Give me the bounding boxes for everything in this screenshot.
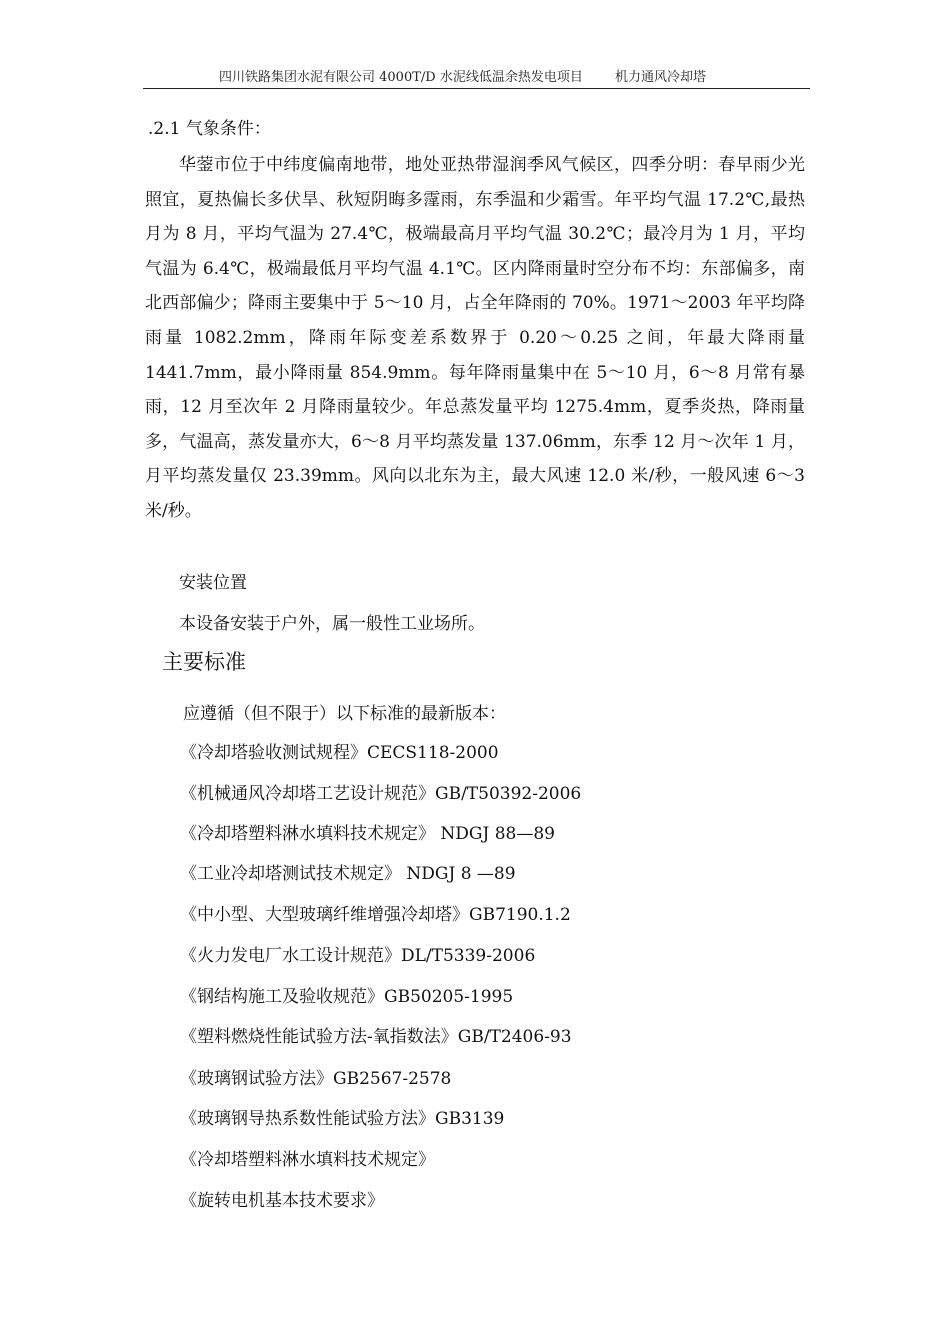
standard-item: 《塑料燃烧性能试验方法-氧指数法》GB/T2406-93 xyxy=(180,1027,572,1047)
standard-item: 《冷却塔塑料淋水填料技术规定》 NDGJ 88—89 xyxy=(180,824,555,844)
standard-item: 《玻璃钢导热系数性能试验方法》GB3139 xyxy=(180,1109,505,1129)
standard-item: 《中小型、大型玻璃纤维增强冷却塔》GB7190.1.2 xyxy=(180,905,571,925)
climate-paragraph: 华蓥市位于中纬度偏南地带，地处亚热带湿润季风气候区，四季分明：春早雨少光照宜，夏热偏长多伏旱、秋短阴晦多霪雨，东季温和少霜雪。年平均气温 17.2℃,最热月为 8 月，平均气温为 27.4℃，极端最高月平均气温 30.2℃；最冷月为 1 月，平均气温为 6.4℃，极端最低月平均气温 4.1℃。区内降雨量时空分布不均：东部偏多，南北西部偏少；降雨主要集中于 5～10 月，占全年降雨的 70%。1971～2003 年平均降雨量 1082.2mm，降雨年际变差系数界于 0.20～0.25 之间，年最大降雨量 1441.7mm，最小降雨量 854.9mm。每年降雨量集中在 5～10 月，6～8 月常有暴雨，12 月至次年 2 月降雨量较少。年总蒸发量平均 1275.4mm，夏季炎热，降雨量多，气温高，蒸发量亦大，6～8 月平均蒸发量 137.06mm，东季 12 月～次年 1 月，月平均蒸发量仅 23.39mm。风向以北东为主，最大风速 12.0 米/秒，一般风速 6～3 米/秒。 xyxy=(145,155,805,521)
install-location-label: 安装位置 xyxy=(179,573,247,593)
standard-item: 《冷却塔塑料淋水填料技术规定》 xyxy=(180,1150,435,1170)
header-document-title: 机力通风冷却塔 xyxy=(615,70,707,85)
standard-item: 《工业冷却塔测试技术规定》 NDGJ 8 —89 xyxy=(180,864,516,884)
standard-item: 《火力发电厂水工设计规范》DL/T5339-2006 xyxy=(180,946,536,966)
header-project-title: 四川铁路集团水泥有限公司 4000T/D 水泥线低温余热发电项目 xyxy=(219,70,583,85)
install-location-text: 本设备安装于户外，属一般性工业场所。 xyxy=(179,614,485,634)
standard-item: 《机械通风冷却塔工艺设计规范》GB/T50392-2006 xyxy=(180,784,582,804)
standard-item: 《冷却塔验收测试规程》CECS118-2000 xyxy=(180,743,499,763)
section-title: .2.1 气象条件： xyxy=(148,119,271,139)
standards-intro: 应遵循（但不限于）以下标准的最新版本： xyxy=(183,704,506,724)
standards-heading: 主要标准 xyxy=(162,650,246,674)
standard-item: 《玻璃钢试验方法》GB2567-2578 xyxy=(180,1069,452,1089)
standard-item: 《旋转电机基本技术要求》 xyxy=(180,1191,384,1211)
standard-item: 《钢结构施工及验收规范》GB50205-1995 xyxy=(180,987,514,1007)
page-header xyxy=(143,68,810,89)
